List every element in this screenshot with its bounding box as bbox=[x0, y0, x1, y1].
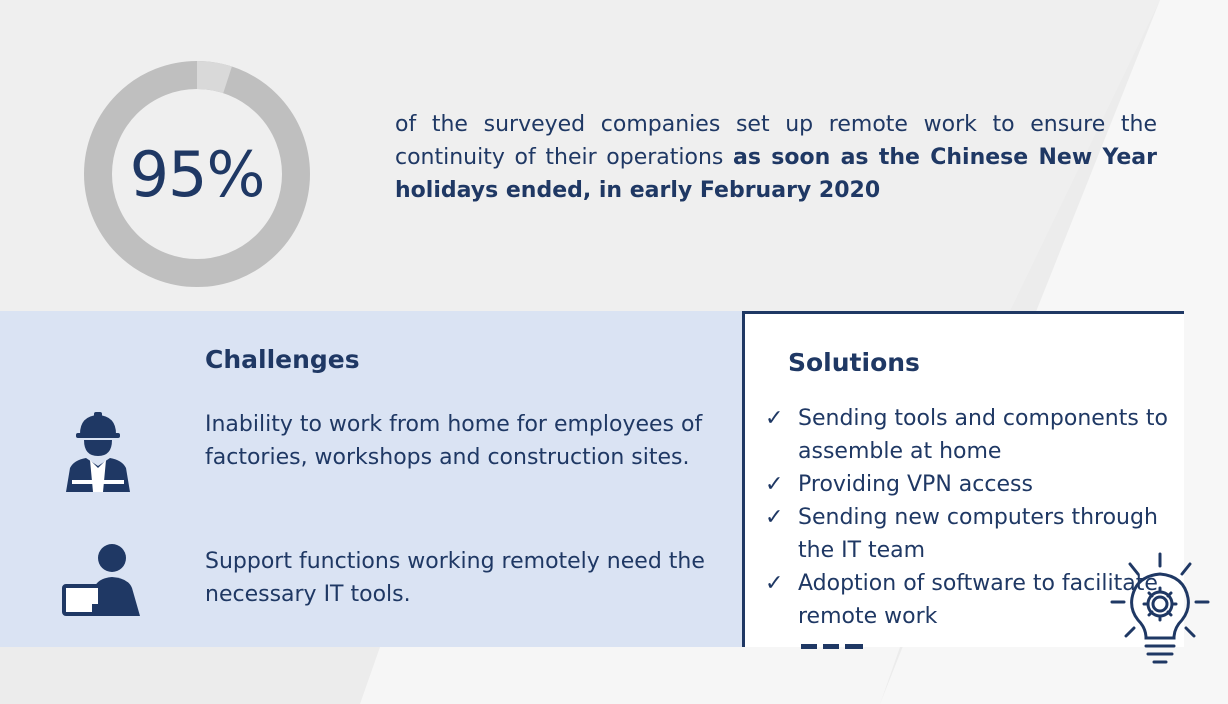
checkmark-icon: ✓ bbox=[765, 406, 784, 431]
dashed-border-decoration bbox=[801, 644, 865, 649]
remote-worker-laptop-icon bbox=[62, 542, 144, 618]
solution-item-text: Providing VPN access bbox=[798, 472, 1033, 497]
solutions-title: Solutions bbox=[788, 348, 920, 377]
solution-item-text: Sending tools and components to assemble at home bbox=[798, 406, 1168, 464]
lightbulb-gear-icon bbox=[1108, 552, 1212, 670]
checkmark-icon: ✓ bbox=[765, 472, 784, 497]
stat-description bbox=[395, 108, 1157, 207]
solution-item bbox=[765, 468, 1185, 501]
challenges-title: Challenges bbox=[205, 345, 360, 374]
solution-item-text: Sending new computers through the IT team bbox=[798, 505, 1158, 563]
checkmark-icon: ✓ bbox=[765, 571, 784, 596]
solution-item-text: Adoption of software to facilitate remote work bbox=[798, 571, 1158, 629]
stat-text-regular: of the surveyed companies set up remote work to ensure the continuity of their operations bbox=[395, 112, 1157, 170]
challenge-item-1: Inability to work from home for employees of factories, workshops and construction sites. bbox=[205, 412, 703, 470]
stat-text-bold: as soon as the Chinese New Year holidays ended, in early February 2020 bbox=[395, 145, 1157, 203]
challenge-item-2: Support functions working remotely need the necessary IT tools. bbox=[205, 549, 705, 607]
construction-worker-icon bbox=[62, 410, 134, 494]
checkmark-icon: ✓ bbox=[765, 505, 784, 530]
percentage-value: 95% bbox=[129, 137, 265, 211]
solution-item bbox=[765, 402, 1185, 468]
